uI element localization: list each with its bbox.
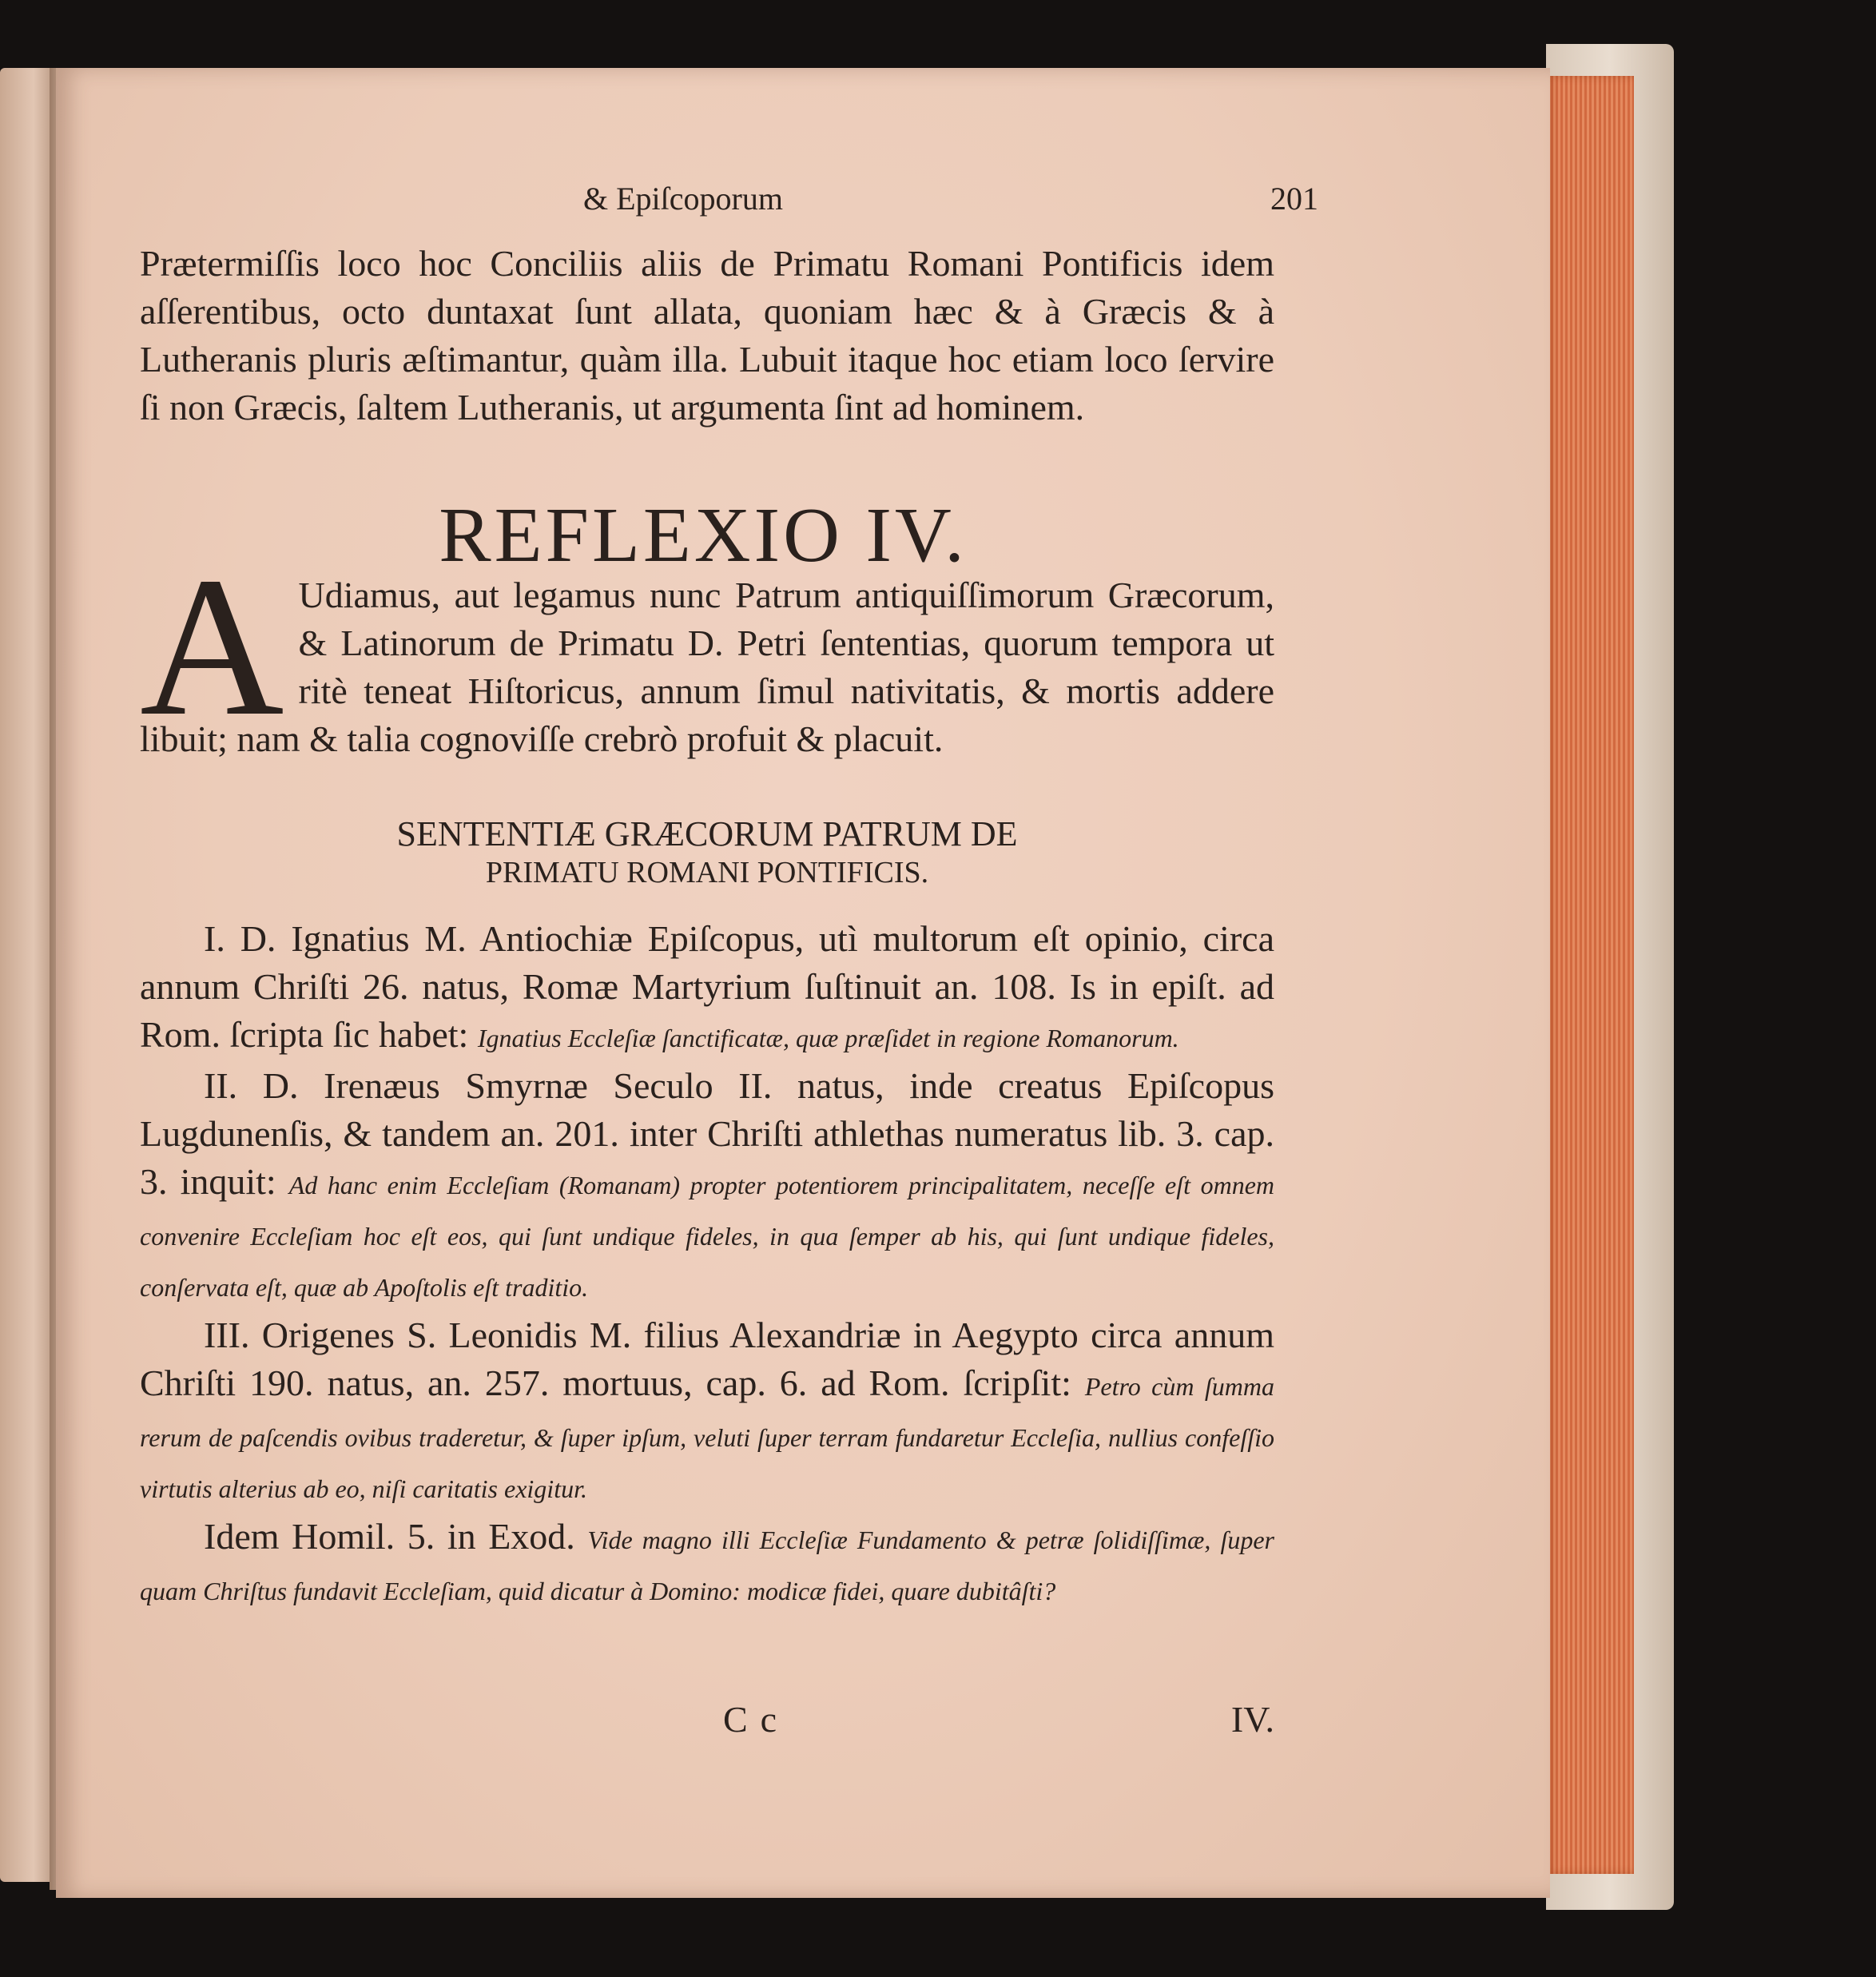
entry-quote: Ad hanc enim Eccleſiam (Romanam) propter potentiorem principalitatem, neceſſe eſt omnem convenire Eccleſiam hoc eſt eos, qui ſunt undique fideles, in qua ſemper ab his, qui ſunt undique fideles, conſervata eſt, quæ ab Apoſtolis eſt traditio. [140,1171,1275,1302]
book-page [56,68,1550,1898]
section-heading-line2: PRIMATU ROMANI PONTIFICIS. [485,856,929,889]
page-edges [1546,76,1634,1874]
signature-mark: Cc [723,1699,790,1740]
reflexio-paragraph [140,536,1274,763]
entry-quote: Petro cùm ſumma rerum de paſcendis ovibus traderetur, & ſuper ipſum, veluti ſuper terram fundaretur Eccleſia, nullius confeſſio virtutis alterius ab eo, niſi caritatis exigitur. [140,1372,1275,1503]
reflexio-paragraph-text: Udiamus, aut legamus nunc Patrum antiquiſſimorum Græcorum, & Latinorum de Primatu D. Petri ſententias, quorum tempora ut ritè teneat Hiſtoricus, annum ſimul nativitatis, & mortis addere libuit; nam & talia cognoviſſe crebrò profuit & placuit. [140,575,1274,759]
facing-page-edge [0,68,56,1882]
chapter-heading: REFLEXIO IV. [439,492,968,579]
section-heading-line1: SENTENTIÆ GRÆCORUM PATRUM DE [396,814,1018,853]
entry-text: II. D. Irenæus Smyrnæ Seculo II. natus, inde creatus Epiſcopus Lugdunenſis, & tandem an. 201. inter Chriſti athlethas numeratus lib. 3. cap. 3. inquit: [140,1065,1274,1202]
entry [140,1062,1274,1311]
entry-quote: Vide magno illi Eccleſiæ Fundamento & petræ ſolidiſſimæ, ſuper quam Chriſtus fundavit Eccleſiam, quid dicatur à Domino: modicæ fidei, quare dubitâſti? [140,1526,1274,1605]
entry-text: Idem Homil. 5. in Exod. [204,1516,588,1557]
entry [140,915,1274,1062]
opening-paragraph [140,240,1274,432]
entries [140,915,1274,1615]
catchword: IV. [1230,1699,1274,1740]
entry [140,1311,1274,1513]
entry-quote: Ignatius Eccleſiæ ſanctificatæ, quæ præſidet in regione Romanorum. [477,1024,1179,1052]
running-head [527,180,1318,228]
entry [140,1513,1274,1615]
drop-cap: A [140,536,284,758]
page-number: 201 [1270,181,1318,217]
entry-text: I. D. Ignatius M. Antiochiæ Epiſcopus, utì multorum eſt opinio, circa annum Chriſti 26. natus, Romæ Martyrium ſuſtinuit an. 108. Is in epiſt. ad Rom. ſcripta ſic habet: [140,918,1274,1055]
entry-text: III. Origenes S. Leonidis M. filius Alexandriæ in Aegypto circa annum Chriſti 190. natus, an. 257. mortuus, cap. 6. ad Rom. ſcripſit: [140,1315,1274,1403]
page-footer [140,1698,1274,1746]
section-heading [136,815,1278,892]
opening-paragraph-text: Prætermiſſis loco hoc Conciliis aliis de Primatu Romani Pontificis idem aſſerentibus, octo duntaxat ſunt allata, quoniam hæc & à Græcis & à Lutheranis pluris æſtimantur, quàm illa. Lubuit itaque hoc etiam loco ſervire ſi non Græcis, ſaltem Lutheranis, ut argumenta ſint ad hominem. [140,243,1274,428]
running-head-title: & Epiſcoporum [583,181,783,217]
